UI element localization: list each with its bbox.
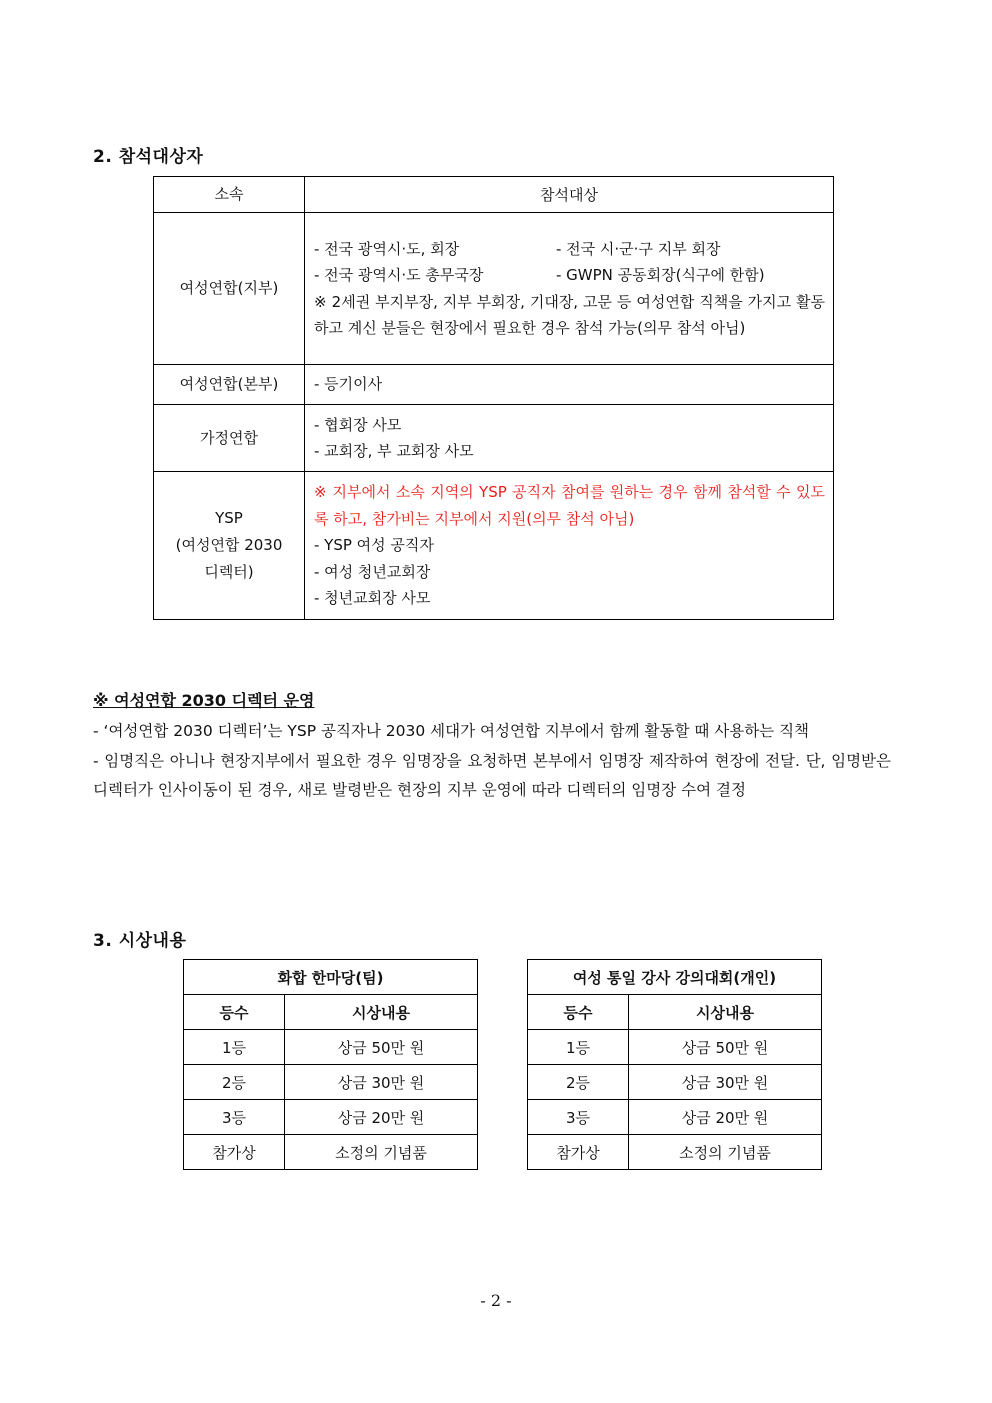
attendee-item: - GWPN 공동회장(식구에 한함) <box>556 266 765 284</box>
affiliation-cell: 가정연합 <box>154 405 305 472</box>
affiliation-line: YSP <box>215 509 243 527</box>
table-row <box>528 1135 822 1170</box>
attendees-cell <box>305 213 834 365</box>
affiliation-line: 디렉터) <box>204 563 254 581</box>
director-note <box>93 688 891 806</box>
prize-cell: 상금 50만 원 <box>285 1030 478 1065</box>
section-3-heading: 3. 시상내용 <box>93 931 187 951</box>
attendees-cell <box>305 472 834 620</box>
attendees-table <box>153 176 834 620</box>
attendee-note: ※ 2세권 부지부장, 지부 부회장, 기대장, 고문 등 여성연합 직책을 가지고 활동하고 계신 분들은 현장에서 필요한 경우 참석 가능(의무 참석 아님) <box>314 292 825 337</box>
rank-cell: 참가상 <box>184 1135 285 1170</box>
attendees-cell <box>305 365 834 405</box>
table-row <box>184 1100 478 1135</box>
prize-cell: 상금 20만 원 <box>285 1100 478 1135</box>
header-affiliation: 소속 <box>154 177 305 213</box>
director-note-paragraph: - 임명직은 아니나 현장지부에서 필요한 경우 임명장을 요청하면 본부에서 임명장 제작하여 현장에 전달. 단, 임명받은 디렉터가 인사이동이 된 경우, 새로 발령받은 현장의 지부 운영에 따라 디렉터의 임명장 수여 결정 <box>93 751 891 799</box>
header-attendees: 참석대상 <box>305 177 834 213</box>
table-row <box>154 365 834 405</box>
table-row <box>528 1100 822 1135</box>
prize-header-row <box>528 995 822 1030</box>
table-row <box>184 1065 478 1100</box>
table-row <box>154 472 834 620</box>
attendee-item: - 전국 광역시·도, 회장 <box>314 239 460 258</box>
rank-cell: 2등 <box>184 1065 285 1100</box>
prize-table-individual <box>527 959 822 1170</box>
affiliation-cell: 여성연합(지부) <box>154 213 305 365</box>
prize-cell: 상금 30만 원 <box>285 1065 478 1100</box>
ysp-red-note: ※ 지부에서 소속 지역의 YSP 공직자 참여를 원하는 경우 함께 참석할 수 있도록 하고, 참가비는 지부에서 지원(의무 참석 아님) <box>314 483 825 528</box>
director-note-paragraph: - ‘여성연합 2030 디렉터’는 YSP 공직자나 2030 세대가 여성연합 지부에서 함께 활동할 때 사용하는 직책 <box>93 722 810 740</box>
header-rank: 등수 <box>528 995 629 1030</box>
rank-cell: 1등 <box>184 1030 285 1065</box>
page-number: - 2 - <box>480 1291 512 1310</box>
rank-cell: 1등 <box>528 1030 629 1065</box>
table-row <box>528 1065 822 1100</box>
table-row <box>184 1135 478 1170</box>
attendee-item: - 등기이사 <box>314 375 383 394</box>
table-row <box>528 1030 822 1065</box>
header-prize: 시상내용 <box>629 995 822 1030</box>
rank-cell: 3등 <box>184 1100 285 1135</box>
attendee-item: - 전국 시·군·구 지부 회장 <box>556 239 721 258</box>
attendee-line <box>314 236 825 263</box>
attendee-item: - 청년교회장 사모 <box>314 589 431 608</box>
rank-cell: 3등 <box>528 1100 629 1135</box>
attendee-line <box>314 262 825 289</box>
prize-header-row <box>184 995 478 1030</box>
table-row <box>154 405 834 472</box>
table-row <box>154 213 834 365</box>
prize-cell: 소정의 기념품 <box>629 1135 822 1170</box>
section-2-heading: 2. 참석대상자 <box>93 147 204 167</box>
table-header-row <box>154 177 834 213</box>
attendee-item: - YSP 여성 공직자 <box>314 536 434 555</box>
table-row <box>184 1030 478 1065</box>
attendee-item: - 교회장, 부 교회장 사모 <box>314 442 474 460</box>
rank-cell: 참가상 <box>528 1135 629 1170</box>
header-prize: 시상내용 <box>285 995 478 1030</box>
attendee-item: - 여성 청년교회장 <box>314 562 431 581</box>
prize-cell: 상금 20만 원 <box>629 1100 822 1135</box>
rank-cell: 2등 <box>528 1065 629 1100</box>
prize-table-team <box>183 959 478 1170</box>
attendees-cell <box>305 405 834 472</box>
director-note-title: ※ 여성연합 2030 디렉터 운영 <box>93 691 315 710</box>
attendee-item: - 협회장 사모 <box>314 415 402 434</box>
prize-table-title: 화합 한마당(팀) <box>184 960 478 995</box>
prize-cell: 상금 50만 원 <box>629 1030 822 1065</box>
prize-title-row <box>184 960 478 995</box>
attendee-item: - 전국 광역시·도 총무국장 <box>314 266 484 284</box>
affiliation-cell: 여성연합(본부) <box>154 365 305 405</box>
prize-title-row <box>528 960 822 995</box>
prize-table-title: 여성 통일 강사 강의대회(개인) <box>528 960 822 995</box>
affiliation-line: (여성연합 2030 <box>175 536 283 554</box>
prize-cell: 소정의 기념품 <box>285 1135 478 1170</box>
prize-cell: 상금 30만 원 <box>629 1065 822 1100</box>
affiliation-cell <box>154 472 305 620</box>
header-rank: 등수 <box>184 995 285 1030</box>
